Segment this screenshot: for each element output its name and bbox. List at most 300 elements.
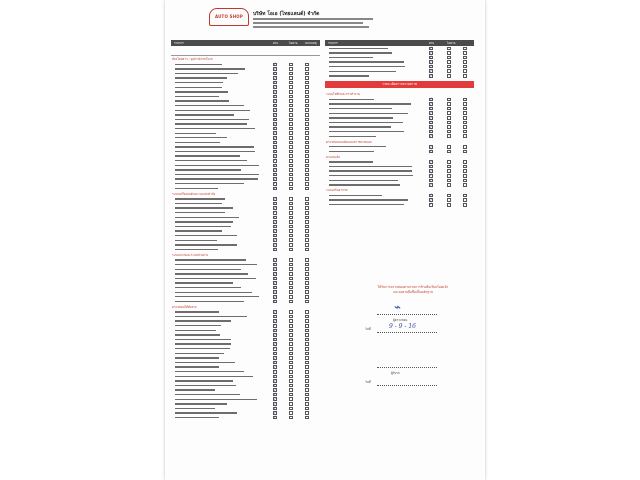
checkbox[interactable] [463,47,467,51]
checkbox[interactable] [305,342,309,346]
checkbox[interactable] [463,198,467,202]
check-mark: ✓ [273,61,277,66]
company-logo: AUTO SHOP [209,8,249,26]
checkbox[interactable] [305,197,309,201]
certification-note: ได้รับการตรวจสอบตามรายการข้างต้นเรียบร้อยแล้ว และลงลายมือชื่อเป็นหลักฐาน [377,285,449,294]
check-mark: ✓ [273,175,277,181]
checkbox[interactable] [463,134,467,138]
checkbox[interactable] [305,67,309,71]
checkbox[interactable] [305,99,309,103]
checkbox[interactable] [289,90,293,94]
checkbox[interactable] [463,51,467,55]
checkbox[interactable] [289,352,293,356]
checkbox[interactable] [447,125,451,129]
checkbox[interactable] [447,107,451,111]
check-mark: ✓ [429,172,433,178]
item-text [175,165,259,166]
checkbox[interactable] [305,281,309,285]
checkbox[interactable] [463,160,467,164]
item-text [329,126,391,127]
checkbox[interactable] [463,102,467,106]
checklist-row [325,202,474,207]
item-text [175,174,259,175]
checkbox[interactable] [305,310,309,314]
checkbox[interactable] [305,216,309,220]
checkbox[interactable] [289,397,293,401]
checkbox[interactable] [305,182,309,186]
item-text [329,166,412,167]
signature-line [377,367,437,368]
check-mark: ✓ [273,331,277,337]
checkbox[interactable] [289,338,293,342]
checkbox[interactable] [289,141,293,145]
checkbox[interactable] [305,300,309,304]
table-subheader [171,46,320,56]
check-mark: ✓ [429,58,433,64]
checkbox[interactable] [305,329,309,333]
item-text [329,113,408,114]
checkbox[interactable] [289,225,293,229]
checkbox[interactable] [463,174,467,178]
checkbox[interactable] [305,220,309,224]
checkbox[interactable] [289,361,293,365]
checkbox[interactable] [289,238,293,242]
checkbox[interactable] [305,324,309,328]
checkbox[interactable] [305,333,309,337]
checkbox[interactable] [289,154,293,158]
checkbox[interactable] [289,365,293,369]
checkbox[interactable] [463,145,467,149]
item-text [329,146,386,147]
checkbox[interactable] [447,174,451,178]
checkbox[interactable] [305,63,309,67]
checkbox[interactable] [447,121,451,125]
section-title: ระบบเบรกและระบบช่วงล่าง [172,252,208,257]
checkbox[interactable] [305,379,309,383]
checkbox[interactable] [289,168,293,172]
checkbox[interactable] [289,356,293,360]
checkbox[interactable] [289,234,293,238]
check-mark: ✓ [273,97,277,103]
date-line [377,332,437,333]
check-mark: ✓ [273,246,277,252]
check-mark: ✓ [429,177,433,183]
checkbox[interactable] [289,388,293,392]
item-text [175,353,224,354]
checkbox[interactable] [289,85,293,89]
checkbox[interactable] [289,150,293,154]
checkbox[interactable] [305,168,309,172]
item-text [329,99,374,100]
checkbox[interactable] [447,111,451,115]
check-mark: ✓ [429,128,433,134]
checkbox[interactable] [289,220,293,224]
check-mark: ✓ [429,119,433,125]
checkbox[interactable] [289,263,293,267]
checkbox[interactable] [305,338,309,342]
item-text [329,61,404,62]
checkbox[interactable] [305,238,309,242]
checkbox[interactable] [447,183,451,187]
item-text [175,188,218,189]
checkbox[interactable] [447,60,451,64]
right-checklist [325,40,474,207]
checkbox[interactable] [463,98,467,102]
address-line [253,22,363,24]
checkbox[interactable] [305,187,309,191]
checkbox[interactable] [447,102,451,106]
check-mark: ✓ [273,152,277,158]
checkbox[interactable] [463,116,467,120]
check-mark: ✓ [273,209,277,215]
checkbox[interactable] [305,258,309,262]
item-text [175,403,227,404]
customer-label: ผู้รับรถ [391,371,400,375]
item-text [175,296,259,297]
checkbox[interactable] [289,76,293,80]
item-text [175,230,222,231]
checkbox[interactable] [289,248,293,252]
item-text [175,301,244,302]
item-text [329,57,373,58]
check-mark: ✓ [429,201,433,207]
checkbox[interactable] [463,111,467,115]
checkbox[interactable] [289,310,293,314]
checkbox[interactable] [289,407,293,411]
checkbox[interactable] [463,74,467,78]
item-text [175,123,247,124]
check-mark: ✓ [273,79,277,85]
check-mark: ✓ [273,65,277,71]
checkbox[interactable] [305,118,309,122]
item-text [175,362,235,363]
checkbox[interactable] [305,113,309,117]
checkbox[interactable] [305,365,309,369]
checkbox[interactable] [447,69,451,73]
check-mark: ✓ [429,49,433,55]
item-text [175,178,258,179]
check-mark: ✓ [273,386,277,392]
company-name: บริษัท โอเอ (ไทยแลนด์) จำกัด [253,11,320,17]
checkbox[interactable] [447,179,451,183]
checkbox[interactable] [289,272,293,276]
item-text [329,71,396,72]
checkbox[interactable] [305,277,309,281]
section-title: ระบบไฟฟ้าและการทำงาน [326,92,360,97]
checkbox[interactable] [463,165,467,169]
checkbox[interactable] [289,402,293,406]
checkbox[interactable] [447,130,451,134]
checkbox[interactable] [305,90,309,94]
checkbox[interactable] [305,290,309,294]
checkbox[interactable] [289,122,293,126]
checkbox[interactable] [305,122,309,126]
inspector-signature: ⌁ [393,300,401,314]
check-mark: ✓ [273,93,277,99]
checkbox[interactable] [463,194,467,198]
check-mark: ✓ [273,227,277,233]
checkbox[interactable] [305,263,309,267]
checkbox[interactable] [289,197,293,201]
checkbox[interactable] [289,131,293,135]
checkbox[interactable] [289,216,293,220]
checkbox[interactable] [447,74,451,78]
check-mark: ✓ [273,157,277,163]
checkbox[interactable] [463,65,467,69]
item-text [175,385,236,386]
item-text [329,48,388,49]
checkbox[interactable] [289,342,293,346]
item-text [175,348,230,349]
checkbox[interactable] [447,47,451,51]
checkbox[interactable] [305,211,309,215]
checkbox[interactable] [463,121,467,125]
check-mark: ✓ [273,368,277,374]
checkbox[interactable] [289,202,293,206]
checkbox[interactable] [463,56,467,60]
address-line [253,26,369,28]
checkbox[interactable] [289,136,293,140]
item-text [175,292,252,293]
section-title: ระบบเครื่องยนต์และระบบส่งกำลัง [172,191,216,196]
item-text [175,119,249,120]
check-mark: ✓ [273,218,277,224]
checkbox[interactable] [305,315,309,319]
checkbox[interactable] [289,370,293,374]
checkbox[interactable] [305,272,309,276]
checkbox[interactable] [305,286,309,290]
checkbox[interactable] [289,393,293,397]
checkbox[interactable] [305,375,309,379]
date-value: 9 - 9 - 16 [389,323,416,330]
checkbox[interactable] [305,411,309,415]
checkbox[interactable] [463,125,467,129]
checkbox[interactable] [305,402,309,406]
checkbox[interactable] [289,164,293,168]
item-text [175,203,222,204]
item-text [175,105,244,106]
check-mark: ✓ [273,391,277,397]
document-page [165,0,485,480]
checkbox[interactable] [305,145,309,149]
check-mark: ✓ [273,395,277,401]
checkbox[interactable] [289,281,293,285]
checkbox[interactable] [305,150,309,154]
checkbox[interactable] [305,319,309,323]
checkbox[interactable] [289,81,293,85]
checkbox[interactable] [447,160,451,164]
checkbox[interactable] [289,72,293,76]
check-mark: ✓ [273,148,277,154]
section-title: ยางและล้อ [326,154,340,159]
checkbox[interactable] [289,379,293,383]
checkbox[interactable] [447,165,451,169]
check-mark: ✓ [429,132,433,138]
checkbox[interactable] [289,286,293,290]
checkbox[interactable] [463,60,467,64]
checklist-row [171,247,320,252]
checkbox[interactable] [305,154,309,158]
checkbox[interactable] [305,108,309,112]
checkbox[interactable] [305,85,309,89]
checkbox[interactable] [289,177,293,181]
checkbox[interactable] [289,127,293,131]
checkbox[interactable] [305,393,309,397]
checkbox[interactable] [305,388,309,392]
item-text [175,137,227,138]
checkbox[interactable] [289,206,293,210]
checkbox[interactable] [305,370,309,374]
section-title: ห้องโดยสาร / อุปกรณ์ภายในรถ [172,57,213,61]
checkbox[interactable] [289,104,293,108]
checkbox[interactable] [289,290,293,294]
checkbox[interactable] [305,136,309,140]
checkbox[interactable] [305,267,309,271]
checkbox[interactable] [289,300,293,304]
check-mark: ✓ [273,102,277,108]
checklist-row [171,186,320,191]
item-text [329,122,403,123]
checkbox[interactable] [289,315,293,319]
item-text [175,146,254,147]
checkbox[interactable] [463,130,467,134]
checkbox[interactable] [305,159,309,163]
check-mark: ✓ [429,163,433,169]
checkbox[interactable] [289,187,293,191]
check-mark: ✓ [273,363,277,369]
checkbox[interactable] [289,267,293,271]
checkbox[interactable] [305,173,309,177]
item-text [329,204,404,205]
checkbox[interactable] [447,134,451,138]
checkbox[interactable] [289,118,293,122]
checkbox[interactable] [289,229,293,233]
checkbox[interactable] [447,145,451,149]
checkbox[interactable] [305,202,309,206]
item-text [329,175,413,176]
checkbox[interactable] [289,211,293,215]
checkbox[interactable] [289,243,293,247]
checkbox[interactable] [447,98,451,102]
checkbox[interactable] [447,65,451,69]
checkbox[interactable] [289,67,293,71]
checkbox[interactable] [289,182,293,186]
checkbox[interactable] [289,63,293,67]
check-mark: ✓ [273,185,277,191]
checkbox[interactable] [289,324,293,328]
checkbox[interactable] [305,81,309,85]
checkbox[interactable] [305,164,309,168]
checkbox[interactable] [447,150,451,154]
checkbox[interactable] [289,108,293,112]
checkbox[interactable] [305,407,309,411]
check-mark: ✓ [429,63,433,69]
checkbox[interactable] [305,352,309,356]
checkbox[interactable] [447,194,451,198]
checkbox[interactable] [305,384,309,388]
checkbox[interactable] [305,361,309,365]
checkbox[interactable] [305,234,309,238]
checkbox[interactable] [289,384,293,388]
checkbox[interactable] [289,99,293,103]
item-text [175,68,245,69]
checkbox[interactable] [289,258,293,262]
checkbox[interactable] [305,243,309,247]
checkbox[interactable] [305,229,309,233]
checkbox[interactable] [289,145,293,149]
checkbox[interactable] [289,375,293,379]
checkbox[interactable] [463,107,467,111]
checkbox[interactable] [289,329,293,333]
checkbox[interactable] [289,416,293,420]
check-mark: ✓ [273,125,277,131]
checkbox[interactable] [289,411,293,415]
checkbox[interactable] [305,72,309,76]
checkbox[interactable] [289,113,293,117]
checkbox[interactable] [305,141,309,145]
check-mark: ✓ [273,354,277,360]
checkbox[interactable] [305,347,309,351]
checkbox[interactable] [289,173,293,177]
checkbox[interactable] [463,69,467,73]
checkbox[interactable] [305,416,309,420]
checkbox[interactable] [305,295,309,299]
checkbox[interactable] [305,225,309,229]
checkbox[interactable] [305,248,309,252]
checkbox[interactable] [463,169,467,173]
checkbox[interactable] [289,319,293,323]
checkbox[interactable] [447,203,451,207]
check-mark: ✓ [273,270,277,276]
check-mark: ✓ [429,192,433,198]
item-text [175,325,221,326]
item-text [175,226,231,227]
checkbox[interactable] [463,183,467,187]
checkbox[interactable] [289,347,293,351]
checkbox[interactable] [289,333,293,337]
checkbox[interactable] [305,127,309,131]
checkbox[interactable] [463,179,467,183]
checkbox[interactable] [289,277,293,281]
checkbox[interactable] [289,295,293,299]
checkbox[interactable] [305,206,309,210]
checkbox[interactable] [463,150,467,154]
checkbox[interactable] [289,159,293,163]
item-text [175,64,222,65]
check-mark: ✓ [273,261,277,267]
checkbox[interactable] [447,198,451,202]
section-banner: รายละเอียดการตรวจสภาพ [325,81,474,88]
item-text [175,417,219,418]
checkbox[interactable] [447,56,451,60]
checkbox[interactable] [447,116,451,120]
checkbox[interactable] [305,177,309,181]
checkbox[interactable] [289,95,293,99]
checkbox[interactable] [463,203,467,207]
checkbox[interactable] [305,397,309,401]
item-text [175,96,219,97]
checkbox[interactable] [305,356,309,360]
checkbox[interactable] [305,104,309,108]
check-mark: ✓ [429,114,433,120]
checkbox[interactable] [305,95,309,99]
checkbox[interactable] [305,76,309,80]
check-mark: ✓ [429,123,433,129]
checkbox[interactable] [305,131,309,135]
checkbox[interactable] [447,169,451,173]
checkbox[interactable] [447,51,451,55]
check-mark: ✓ [273,322,277,328]
